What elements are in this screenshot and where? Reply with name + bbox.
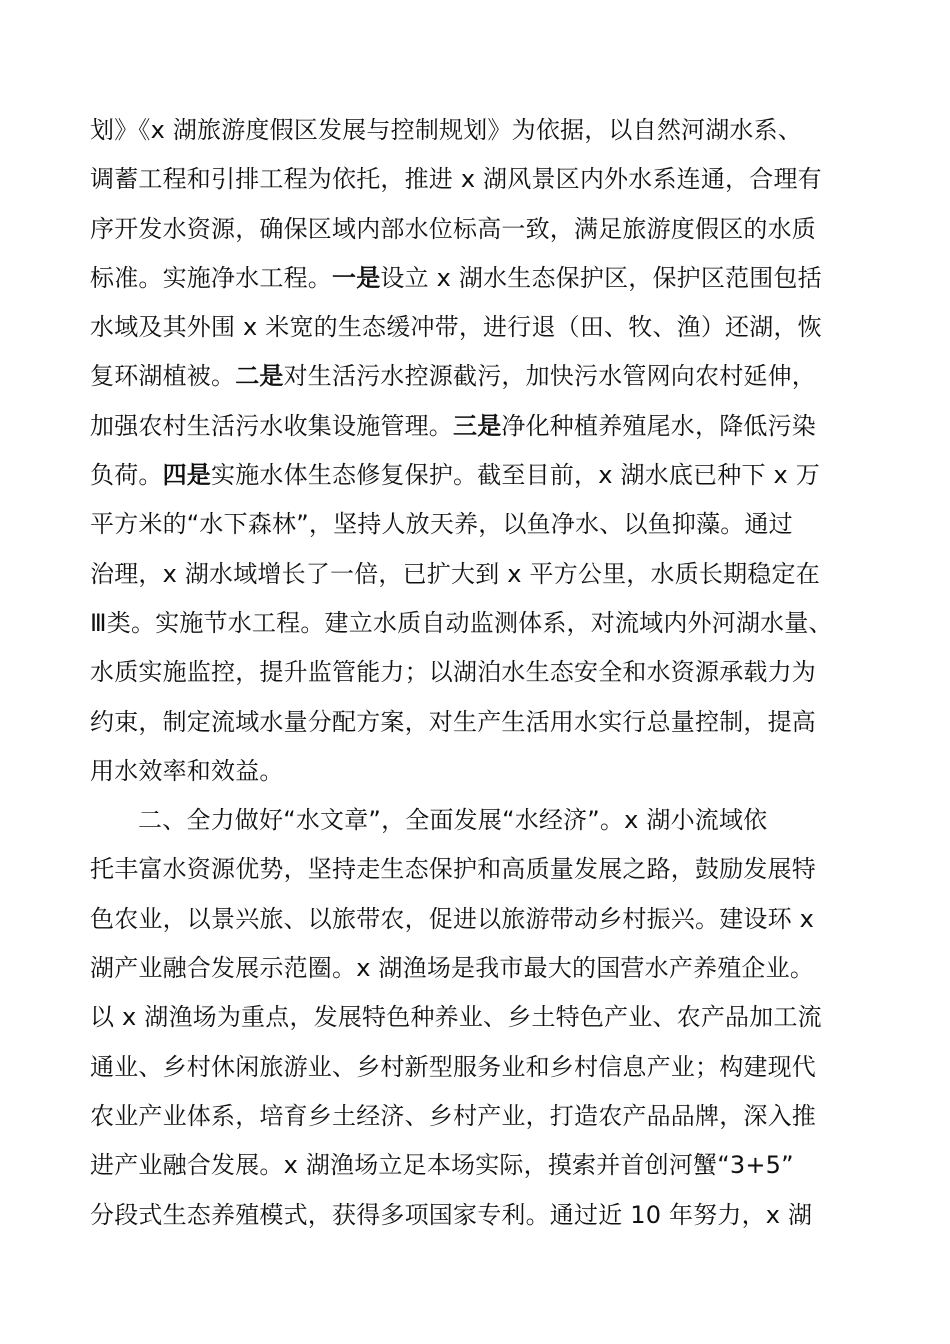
text-line: 二、全力做好“水文章”，全面发展“水经济”。x 湖小流域依	[138, 806, 768, 835]
text-line: Ⅲ类。实施节水工程。建立水质自动监测体系，对流域内外河湖水量、	[90, 608, 833, 637]
text-line: 加强农村生活污水收集设施管理。三是净化种植养殖尾水，降低污染	[90, 411, 817, 440]
text-line: 托丰富水资源优势，坚持走生态保护和高质量发展之路，鼓励发展特	[90, 855, 816, 884]
text-line: 治理，x 湖水域增长了一倍，已扩大到 x 平方公里，水质长期稳定在	[90, 559, 820, 588]
bold-marker: 一是	[332, 263, 381, 292]
text-line: 农业产业体系，培育乡土经济、乡村产业，打造农产品品牌，深入推	[90, 1101, 816, 1130]
bold-marker: 四是	[162, 461, 212, 490]
text-line: 水质实施监控，提升监管能力；以湖泊水生态安全和水资源承载力为	[90, 658, 816, 687]
text-line: 湖产业融合发展示范圈。x 湖渔场是我市最大的国营水产养殖企业。	[90, 954, 815, 983]
document-body	[90, 106, 865, 1240]
text-line: 进产业融合发展。x 湖渔场立足本场实际，摸索并首创河蟹“3+5”	[90, 1151, 794, 1180]
paragraph-2	[90, 796, 865, 1240]
text-line: 水域及其外围 x 米宽的生态缓冲带，进行退（田、牧、渔）还湖，恢	[90, 313, 822, 342]
text-line: 复环湖植被。二是对生活污水控源截污，加快污水管网向农村延伸，	[90, 362, 817, 391]
text-line: 分段式生态养殖模式，获得多项国家专利。通过近 10 年努力，x 湖	[90, 1200, 813, 1229]
text-line: 通业、乡村休闲旅游业、乡村新型服务业和乡村信息产业；构建现代	[90, 1052, 816, 1081]
text-line: 用水效率和效益。	[90, 756, 284, 785]
text-line: 标准。实施净水工程。一是设立 x 湖水生态保护区，保护区范围包括	[90, 263, 822, 292]
text-line: 以 x 湖渔场为重点，发展特色种养业、乡土特色产业、农产品加工流	[90, 1003, 822, 1032]
bold-marker: 三是	[453, 411, 502, 440]
text-line: 调蓄工程和引排工程为依托，推进 x 湖风景区内外水系连通，合理有	[90, 165, 822, 194]
text-line: 序开发水资源，确保区域内部水位标高一致，满足旅游度假区的水质	[90, 214, 816, 243]
text-line: 约束，制定流域水量分配方案，对生产生活用水实行总量控制，提高	[90, 707, 816, 736]
bold-marker: 二是	[235, 362, 284, 391]
paragraph-1	[90, 106, 865, 796]
text-line: 划》《x 湖旅游度假区发展与控制规划》为依据，以自然河湖水系、	[90, 116, 803, 144]
text-line: 色农业，以景兴旅、以旅带农，促进以旅游带动乡村振兴。建设环 x	[90, 904, 815, 933]
text-line: 负荷。四是实施水体生态修复保护。截至目前，x 湖水底已种下 x 万	[90, 461, 820, 490]
text-line: 平方米的“水下森林”，坚持人放天养，以鱼净水、以鱼抑藻。通过	[90, 510, 793, 539]
